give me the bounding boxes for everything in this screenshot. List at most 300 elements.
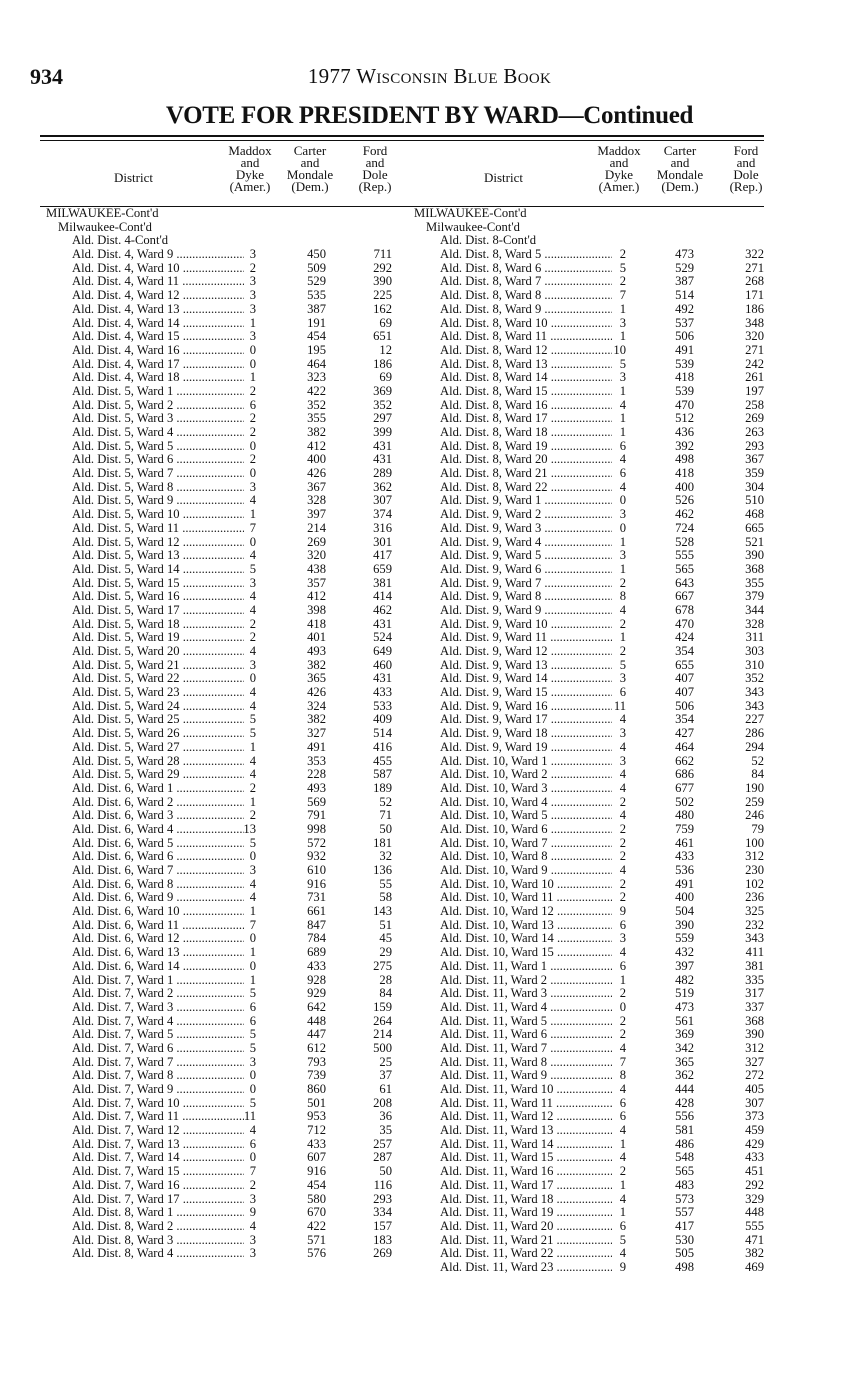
ford-cell: 84 — [379, 986, 392, 1001]
ford-cell: 214 — [373, 1027, 392, 1042]
district-cell: Ald. Dist. 11, Ward 21 ..... — [440, 1234, 612, 1248]
district-cell: Ald. Dist. 7, Ward 9 ..... — [72, 1083, 244, 1097]
carter-cell: 392 — [675, 438, 694, 453]
district-cell: Ald. Dist. 8, Ward 21 ..... — [440, 467, 612, 481]
ford-cell: 286 — [745, 726, 764, 741]
maddox-cell: 6 — [249, 1013, 256, 1028]
carter-cell: 418 — [675, 466, 694, 481]
table-row — [40, 426, 400, 440]
district-cell: Ald. Dist. 9, Ward 8 ..... — [440, 590, 612, 604]
maddox-cell: 3 — [619, 315, 626, 330]
table-row — [40, 891, 400, 905]
table-row — [40, 1206, 400, 1220]
maddox-cell: 3 — [619, 931, 626, 946]
district-cell: Ald. Dist. 6, Ward 3 ..... — [72, 809, 244, 823]
district-cell: Ald. Dist. 11, Ward 10 ..... — [440, 1083, 612, 1097]
ford-cell: 268 — [745, 274, 764, 289]
district-cell: Ald. Dist. 5, Ward 29 ..... — [72, 768, 244, 782]
maddox-cell: 7 — [249, 520, 256, 535]
ford-cell: 514 — [373, 726, 392, 741]
maddox-cell: 2 — [619, 575, 626, 590]
ford-cell: 521 — [745, 534, 764, 549]
carter-cell: 928 — [307, 972, 326, 987]
maddox-cell: 2 — [249, 383, 256, 398]
maddox-cell: 4 — [619, 712, 626, 727]
maddox-cell: 4 — [249, 685, 256, 700]
district-cell: Ald. Dist. 10, Ward 9 ..... — [440, 864, 612, 878]
section-city: Milwaukee-Cont'd — [426, 219, 520, 234]
maddox-cell: 3 — [249, 657, 256, 672]
maddox-cell: 3 — [249, 247, 256, 262]
maddox-cell: 3 — [249, 274, 256, 289]
district-cell: Ald. Dist. 4, Ward 11 ..... — [72, 275, 244, 289]
carter-cell: 418 — [675, 370, 694, 385]
ford-cell: 261 — [745, 370, 764, 385]
table-row — [40, 467, 400, 481]
carter-cell: 793 — [307, 1054, 326, 1069]
district-cell: Ald. Dist. 10, Ward 10 ..... — [440, 878, 612, 892]
carter-cell: 580 — [307, 1191, 326, 1206]
maddox-cell: 3 — [249, 329, 256, 344]
carter-cell: 400 — [307, 452, 326, 467]
page-number: 934 — [30, 64, 63, 89]
carter-cell: 354 — [675, 644, 694, 658]
ford-cell: 287 — [373, 1150, 392, 1165]
district-cell: Ald. Dist. 4, Ward 16 ..... — [72, 344, 244, 358]
carter-cell: 464 — [675, 739, 694, 754]
district-cell: Ald. Dist. 6, Ward 1 ..... — [72, 782, 244, 796]
maddox-cell: 4 — [619, 1191, 626, 1206]
ford-cell: 382 — [745, 1246, 764, 1261]
ford-cell: 311 — [745, 630, 764, 645]
district-cell: Ald. Dist. 6, Ward 6 ..... — [72, 850, 244, 864]
district-cell: Ald. Dist. 5, Ward 28 ..... — [72, 755, 244, 769]
district-cell: Ald. Dist. 5, Ward 9 ..... — [72, 494, 244, 508]
district-cell: Ald. Dist. 9, Ward 19 ..... — [440, 741, 612, 755]
table-row — [408, 905, 768, 919]
table-row — [40, 1247, 400, 1261]
ford-cell: 329 — [745, 1191, 764, 1206]
maddox-cell: 2 — [619, 821, 626, 836]
carter-cell: 529 — [675, 260, 694, 275]
maddox-cell: 1 — [249, 315, 256, 330]
carter-cell: 536 — [675, 863, 694, 877]
ford-cell: 79 — [751, 821, 764, 836]
ford-cell: 381 — [373, 575, 392, 590]
ford-cell: 257 — [373, 1136, 392, 1151]
maddox-cell: 0 — [249, 438, 256, 453]
maddox-cell: 1 — [249, 507, 256, 522]
ford-cell: 246 — [745, 808, 764, 823]
carter-cell: 916 — [307, 1164, 326, 1179]
district-cell: Ald. Dist. 11, Ward 8 ..... — [440, 1056, 612, 1070]
carter-cell: 228 — [307, 767, 326, 782]
district-cell: Ald. Dist. 4, Ward 10 ..... — [72, 262, 244, 276]
district-cell: Ald. Dist. 9, Ward 18 ..... — [440, 727, 612, 741]
carter-cell: 998 — [307, 821, 326, 836]
district-cell: Ald. Dist. 9, Ward 4 ..... — [440, 536, 612, 550]
table-row — [408, 344, 768, 358]
carter-cell: 382 — [307, 425, 326, 439]
carter-cell: 462 — [675, 507, 694, 522]
maddox-cell: 6 — [619, 1218, 626, 1233]
carter-cell: 450 — [307, 247, 326, 262]
maddox-cell: 2 — [249, 411, 256, 426]
maddox-cell: 4 — [249, 698, 256, 713]
maddox-cell: 5 — [249, 1027, 256, 1042]
ford-cell: 343 — [745, 931, 764, 946]
ford-cell: 555 — [745, 1218, 764, 1233]
maddox-cell: 2 — [619, 794, 626, 809]
ford-cell: 301 — [373, 534, 392, 549]
district-cell: Ald. Dist. 5, Ward 3 ..... — [72, 412, 244, 426]
maddox-cell: 6 — [249, 999, 256, 1014]
carter-cell: 486 — [675, 1136, 694, 1151]
district-cell: Ald. Dist. 10, Ward 1 ..... — [440, 755, 612, 769]
ford-cell: 28 — [379, 972, 392, 987]
ford-cell: 297 — [373, 411, 392, 426]
district-cell: Ald. Dist. 11, Ward 22 ..... — [440, 1247, 612, 1261]
maddox-cell: 4 — [619, 808, 626, 823]
ford-cell: 414 — [373, 589, 392, 604]
carter-cell: 610 — [307, 863, 326, 877]
district-cell: Ald. Dist. 8, Ward 11 ..... — [440, 330, 612, 344]
table-row — [40, 987, 400, 1001]
ford-cell: 303 — [745, 644, 764, 658]
table-row — [408, 412, 768, 426]
table-row — [408, 289, 768, 303]
table-row — [40, 1234, 400, 1248]
table-row — [408, 645, 768, 659]
carter-cell: 433 — [307, 958, 326, 973]
table-row — [408, 1234, 768, 1248]
table-row — [408, 1206, 768, 1220]
district-cell: Ald. Dist. 9, Ward 12 ..... — [440, 645, 612, 659]
header-district: District — [114, 170, 153, 185]
ford-cell: 352 — [373, 397, 392, 412]
maddox-cell: 2 — [249, 425, 256, 439]
district-cell: Ald. Dist. 8, Ward 18 ..... — [440, 426, 612, 440]
ford-cell: 225 — [373, 288, 392, 303]
table-row — [40, 919, 400, 933]
district-cell: Ald. Dist. 5, Ward 11 ..... — [72, 522, 244, 536]
carter-cell: 739 — [307, 1068, 326, 1083]
ford-cell: 343 — [745, 685, 764, 700]
ford-cell: 36 — [379, 1109, 392, 1124]
district-cell: Ald. Dist. 6, Ward 11 ..... — [72, 919, 244, 933]
carter-cell: 655 — [675, 657, 694, 672]
ford-cell: 451 — [745, 1164, 764, 1179]
table-row — [40, 809, 400, 823]
district-cell: Ald. Dist. 5, Ward 27 ..... — [72, 741, 244, 755]
header-ford: Ford and Dole (Rep.) — [358, 143, 392, 194]
carter-cell: 557 — [675, 1205, 694, 1220]
maddox-cell: 0 — [249, 931, 256, 946]
ford-cell: 362 — [373, 479, 392, 494]
district-cell: Ald. Dist. 4, Ward 18 ..... — [72, 371, 244, 385]
table-row — [40, 1069, 400, 1083]
carter-cell: 530 — [675, 1232, 694, 1247]
ford-cell: 230 — [745, 863, 764, 877]
maddox-cell: 7 — [619, 288, 626, 303]
maddox-cell: 8 — [619, 1068, 626, 1083]
ford-cell: 429 — [745, 1136, 764, 1151]
carter-cell: 428 — [675, 1095, 694, 1110]
ford-cell: 159 — [373, 999, 392, 1014]
right-rows — [408, 207, 768, 1275]
ford-cell: 71 — [379, 808, 392, 823]
maddox-cell: 5 — [249, 986, 256, 1001]
district-cell: Ald. Dist. 8, Ward 14 ..... — [440, 371, 612, 385]
maddox-cell: 2 — [249, 452, 256, 467]
table-row — [40, 590, 400, 604]
ford-cell: 272 — [745, 1068, 764, 1083]
ford-cell: 294 — [745, 739, 764, 754]
ford-cell: 433 — [373, 685, 392, 700]
carter-cell: 320 — [307, 548, 326, 563]
table-row — [408, 659, 768, 673]
table-row — [40, 796, 400, 810]
carter-cell: 509 — [307, 260, 326, 275]
carter-cell: 528 — [675, 534, 694, 549]
maddox-cell: 1 — [619, 329, 626, 344]
ford-cell: 236 — [745, 890, 764, 905]
carter-cell: 539 — [675, 356, 694, 371]
table-row — [408, 522, 768, 536]
maddox-cell: 1 — [619, 301, 626, 316]
table-row — [40, 262, 400, 276]
district-cell: Ald. Dist. 10, Ward 4 ..... — [440, 796, 612, 810]
ford-cell: 368 — [745, 1013, 764, 1028]
district-cell: Ald. Dist. 7, Ward 11 ..... — [72, 1110, 244, 1124]
maddox-cell: 4 — [249, 753, 256, 768]
carter-cell: 576 — [307, 1246, 326, 1261]
table-row — [408, 631, 768, 645]
header-carter: Carter and Mondale (Dem.) — [656, 143, 704, 194]
maddox-cell: 4 — [249, 1123, 256, 1138]
district-cell: Ald. Dist. 11, Ward 11 ..... — [440, 1097, 612, 1111]
maddox-cell: 2 — [619, 849, 626, 864]
carter-cell: 357 — [307, 575, 326, 590]
district-cell: Ald. Dist. 9, Ward 11 ..... — [440, 631, 612, 645]
table-row — [40, 399, 400, 413]
ford-cell: 649 — [373, 644, 392, 658]
maddox-cell: 3 — [619, 671, 626, 686]
ford-cell: 317 — [745, 986, 764, 1001]
maddox-cell: 1 — [619, 972, 626, 987]
maddox-cell: 5 — [249, 1095, 256, 1110]
ford-cell: 162 — [373, 301, 392, 316]
district-cell: Ald. Dist. 8, Ward 15 ..... — [440, 385, 612, 399]
ford-cell: 269 — [745, 411, 764, 426]
district-cell: Ald. Dist. 11, Ward 18 ..... — [440, 1193, 612, 1207]
ford-cell: 431 — [373, 452, 392, 467]
carter-cell: 506 — [675, 329, 694, 344]
table-row — [40, 508, 400, 522]
district-cell: Ald. Dist. 6, Ward 2 ..... — [72, 796, 244, 810]
carter-cell: 661 — [307, 904, 326, 919]
table-row — [408, 727, 768, 741]
table-row — [408, 1151, 768, 1165]
district-cell: Ald. Dist. 6, Ward 12 ..... — [72, 932, 244, 946]
carter-cell: 433 — [307, 1136, 326, 1151]
carter-cell: 432 — [675, 945, 694, 960]
ford-cell: 310 — [745, 657, 764, 672]
district-cell: Ald. Dist. 11, Ward 16 ..... — [440, 1165, 612, 1179]
ford-cell: 186 — [745, 301, 764, 316]
table-row — [408, 317, 768, 331]
ford-cell: 197 — [745, 383, 764, 398]
ford-cell: 367 — [745, 452, 764, 467]
carter-cell: 387 — [307, 301, 326, 316]
maddox-cell: 4 — [619, 602, 626, 617]
table-row — [40, 1097, 400, 1111]
carter-cell: 670 — [307, 1205, 326, 1220]
table-row — [408, 741, 768, 755]
district-cell: Ald. Dist. 10, Ward 13 ..... — [440, 919, 612, 933]
carter-cell: 514 — [675, 288, 694, 303]
table-row — [408, 399, 768, 413]
district-cell: Ald. Dist. 11, Ward 3 ..... — [440, 987, 612, 1001]
district-cell: Ald. Dist. 8, Ward 19 ..... — [440, 440, 612, 454]
district-cell: Ald. Dist. 9, Ward 17 ..... — [440, 713, 612, 727]
maddox-cell: 0 — [619, 493, 626, 508]
ford-cell: 448 — [745, 1205, 764, 1220]
district-cell: Ald. Dist. 9, Ward 9 ..... — [440, 604, 612, 618]
table-row — [408, 275, 768, 289]
maddox-cell: 0 — [249, 534, 256, 549]
district-cell: Ald. Dist. 7, Ward 12 ..... — [72, 1124, 244, 1138]
table-row — [40, 974, 400, 988]
district-cell: Ald. Dist. 11, Ward 20 ..... — [440, 1220, 612, 1234]
table-row — [40, 672, 400, 686]
carter-cell: 643 — [675, 575, 694, 590]
ford-cell: 417 — [373, 548, 392, 563]
maddox-cell: 7 — [249, 917, 256, 932]
carter-cell: 642 — [307, 999, 326, 1014]
ford-cell: 659 — [373, 561, 392, 576]
table-row — [40, 768, 400, 782]
ford-cell: 275 — [373, 958, 392, 973]
district-cell: Ald. Dist. 7, Ward 6 ..... — [72, 1042, 244, 1056]
district-cell: Ald. Dist. 8, Ward 8 ..... — [440, 289, 612, 303]
carter-cell: 667 — [675, 589, 694, 604]
district-cell: Ald. Dist. 9, Ward 2 ..... — [440, 508, 612, 522]
table-row — [408, 1042, 768, 1056]
district-cell: Ald. Dist. 6, Ward 14 ..... — [72, 960, 244, 974]
ford-cell: 258 — [745, 397, 764, 412]
table-row — [408, 1247, 768, 1261]
carter-cell: 860 — [307, 1082, 326, 1096]
ford-cell: 69 — [379, 315, 392, 330]
table-row — [408, 549, 768, 563]
table-row — [408, 864, 768, 878]
district-cell: Ald. Dist. 6, Ward 10 ..... — [72, 905, 244, 919]
carter-cell: 712 — [307, 1123, 326, 1138]
district-cell: Ald. Dist. 7, Ward 2 ..... — [72, 987, 244, 1001]
ford-cell: 136 — [373, 863, 392, 877]
ford-cell: 292 — [373, 260, 392, 275]
carter-cell: 537 — [675, 315, 694, 330]
ford-cell: 337 — [745, 999, 764, 1014]
district-cell: Ald. Dist. 7, Ward 3 ..... — [72, 1001, 244, 1015]
carter-cell: 438 — [307, 561, 326, 576]
carter-cell: 444 — [675, 1082, 694, 1096]
maddox-cell: 2 — [619, 1027, 626, 1042]
ford-cell: 186 — [373, 356, 392, 371]
ford-cell: 405 — [745, 1082, 764, 1096]
maddox-cell: 3 — [249, 479, 256, 494]
district-cell: Ald. Dist. 8, Ward 4 ..... — [72, 1247, 244, 1261]
district-cell: Ald. Dist. 5, Ward 8 ..... — [72, 481, 244, 495]
carter-cell: 324 — [307, 698, 326, 713]
district-cell: Ald. Dist. 8, Ward 5 ..... — [440, 248, 612, 262]
maddox-cell: 0 — [249, 671, 256, 686]
district-cell: Ald. Dist. 5, Ward 5 ..... — [72, 440, 244, 454]
carter-cell: 501 — [307, 1095, 326, 1110]
district-cell: Ald. Dist. 11, Ward 14 ..... — [440, 1138, 612, 1152]
district-cell: Ald. Dist. 8, Ward 10 ..... — [440, 317, 612, 331]
district-cell: Ald. Dist. 11, Ward 19 ..... — [440, 1206, 612, 1220]
table-row — [40, 522, 400, 536]
ford-cell: 259 — [745, 794, 764, 809]
ford-cell: 462 — [373, 602, 392, 617]
ford-cell: 29 — [379, 945, 392, 960]
ford-cell: 469 — [745, 1259, 764, 1274]
district-cell: Ald. Dist. 5, Ward 22 ..... — [72, 672, 244, 686]
table-row — [408, 1179, 768, 1193]
table-row — [40, 440, 400, 454]
maddox-cell: 9 — [619, 904, 626, 919]
maddox-cell: 2 — [619, 1013, 626, 1028]
district-cell: Ald. Dist. 8, Ward 13 ..... — [440, 358, 612, 372]
table-row — [408, 946, 768, 960]
carter-cell: 505 — [675, 1246, 694, 1261]
ford-cell: 271 — [745, 342, 764, 357]
maddox-cell: 5 — [249, 712, 256, 727]
table-row — [408, 248, 768, 262]
ford-cell: 334 — [373, 1205, 392, 1220]
maddox-cell: 4 — [249, 767, 256, 782]
carter-cell: 461 — [675, 835, 694, 850]
maddox-cell: 4 — [619, 1246, 626, 1261]
carter-cell: 426 — [307, 685, 326, 700]
district-cell: Ald. Dist. 5, Ward 18 ..... — [72, 618, 244, 632]
district-cell: Ald. Dist. 7, Ward 15 ..... — [72, 1165, 244, 1179]
ford-cell: 533 — [373, 698, 392, 713]
maddox-cell: 3 — [249, 1054, 256, 1069]
section-city: Milwaukee-Cont'd — [58, 219, 152, 234]
ford-cell: 524 — [373, 630, 392, 645]
district-cell: Ald. Dist. 9, Ward 5 ..... — [440, 549, 612, 563]
maddox-cell: 5 — [619, 657, 626, 672]
carter-cell: 571 — [307, 1232, 326, 1247]
district-cell: Ald. Dist. 11, Ward 13 ..... — [440, 1124, 612, 1138]
table-row — [408, 536, 768, 550]
district-cell: Ald. Dist. 4, Ward 13 ..... — [72, 303, 244, 317]
table-row — [408, 508, 768, 522]
maddox-cell: 4 — [619, 1082, 626, 1096]
table-row — [408, 987, 768, 1001]
district-cell: Ald. Dist. 11, Ward 5 ..... — [440, 1015, 612, 1029]
table-row — [40, 741, 400, 755]
maddox-cell: 4 — [249, 602, 256, 617]
ford-cell: 455 — [373, 753, 392, 768]
carter-cell: 677 — [675, 780, 694, 795]
maddox-cell: 3 — [249, 288, 256, 303]
table-row — [408, 262, 768, 276]
ford-cell: 328 — [745, 616, 764, 631]
